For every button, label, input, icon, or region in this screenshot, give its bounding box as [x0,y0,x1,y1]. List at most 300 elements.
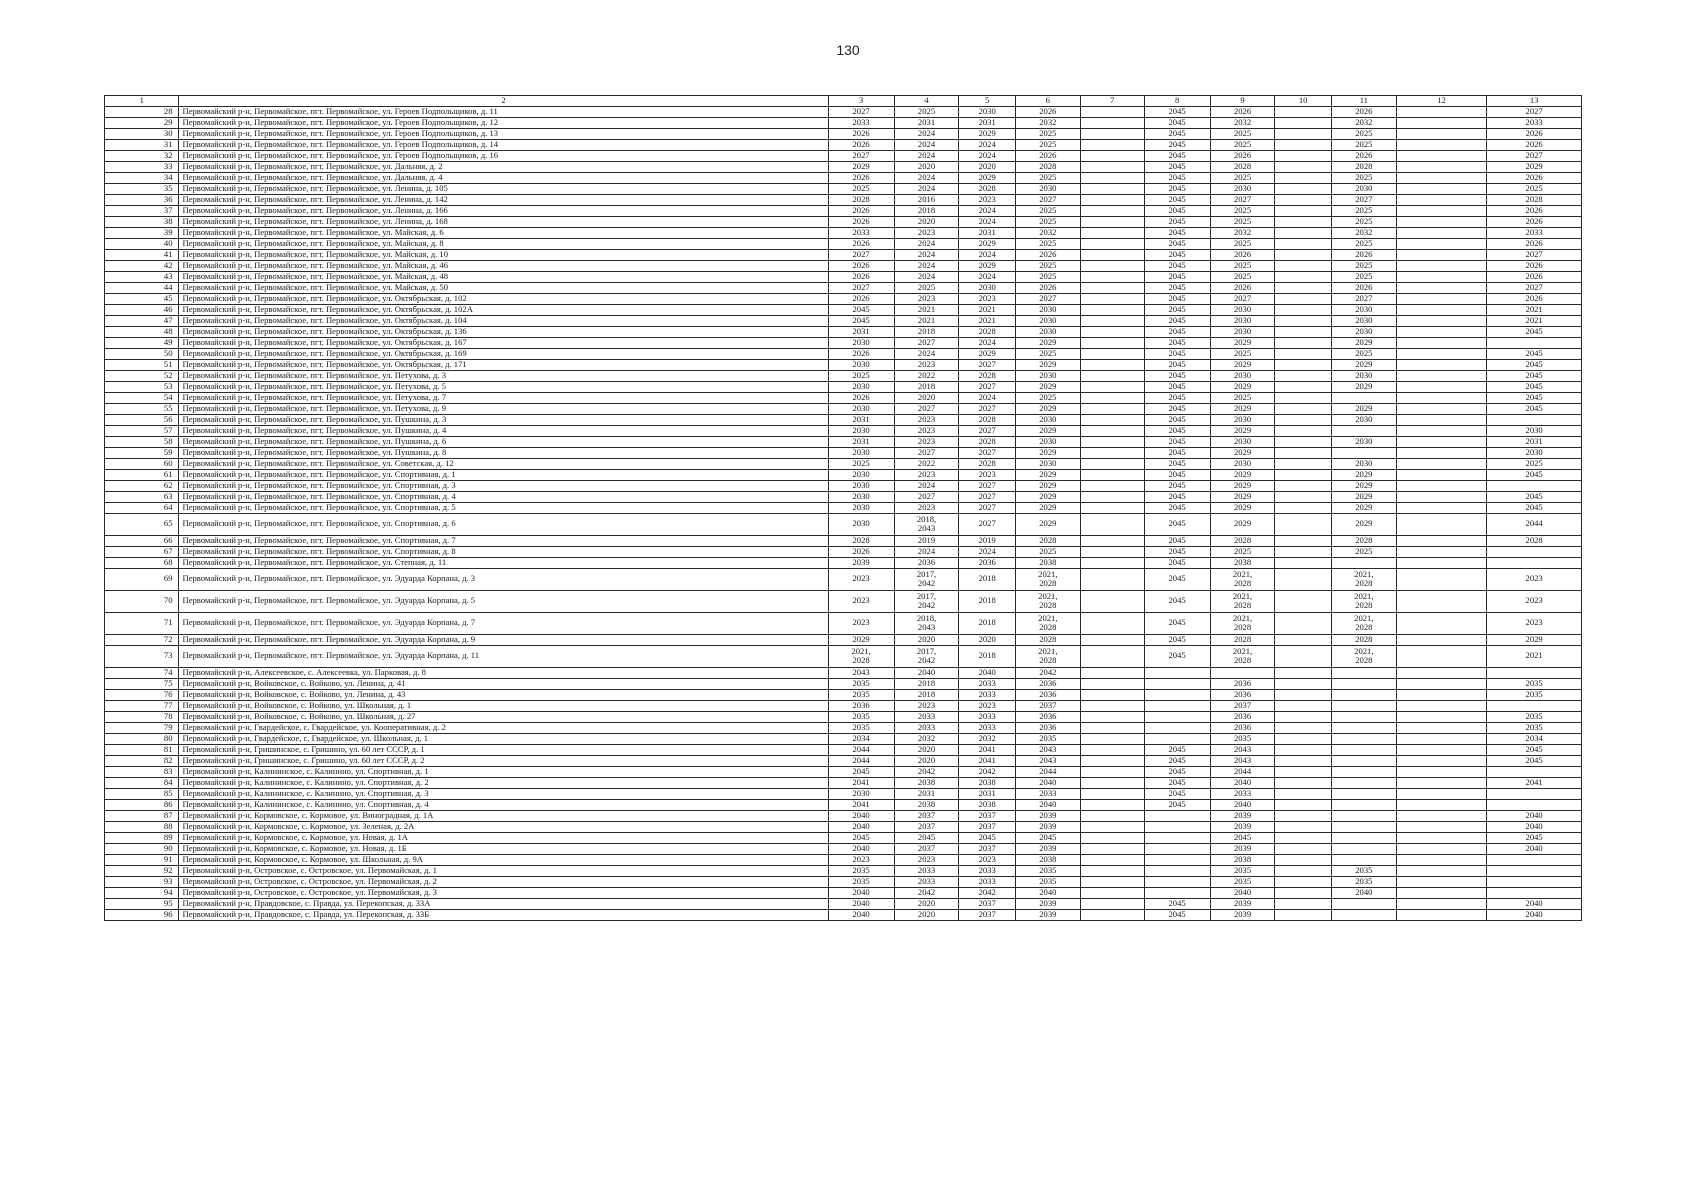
year-cell-11: 2025 [1331,139,1396,150]
year-cell-3: 2027 [828,106,894,117]
year-cell-5: 2037 [959,898,1015,909]
row-number-cell: 85 [105,788,179,799]
year-cell-6: 2025 [1015,139,1080,150]
year-cell-7 [1080,414,1144,425]
year-cell-4: 2024 [894,348,959,359]
year-cell-11 [1331,898,1396,909]
address-cell: Первомайский р-н, Первомайское, пгт. Первомайское, ул. Советская, д. 12 [179,458,828,469]
year-cell-11: 2029 [1331,480,1396,491]
year-cell-4: 2038 [894,799,959,810]
year-cell-7 [1080,568,1144,590]
year-cell-9: 2028 [1210,634,1275,645]
year-cell-5: 2042 [959,766,1015,777]
year-cell-8: 2045 [1144,403,1210,414]
row-number-cell: 56 [105,414,179,425]
year-cell-12 [1396,392,1486,403]
year-cell-13: 2045 [1487,491,1582,502]
row-number-cell: 62 [105,480,179,491]
year-cell-7 [1080,172,1144,183]
row-number-cell: 42 [105,260,179,271]
year-cell-8 [1144,832,1210,843]
year-cell-8 [1144,700,1210,711]
year-cell-13 [1487,480,1582,491]
row-number-cell: 71 [105,612,179,634]
year-cell-3: 2023 [828,612,894,634]
table-row [105,744,1582,755]
year-cell-4: 2020 [894,392,959,403]
year-cell-3: 2030 [828,447,894,458]
year-cell-8: 2045 [1144,227,1210,238]
year-cell-3: 2030 [828,381,894,392]
year-cell-3: 2030 [828,469,894,480]
year-cell-4: 2033 [894,722,959,733]
year-cell-13 [1487,887,1582,898]
year-cell-3: 2030 [828,513,894,535]
year-cell-11: 2028 [1331,634,1396,645]
year-cell-13: 2026 [1487,205,1582,216]
table-row [105,348,1582,359]
year-cell-5: 2041 [959,755,1015,766]
year-cell-10 [1275,304,1331,315]
year-cell-12 [1396,249,1486,260]
year-cell-3: 2026 [828,216,894,227]
year-cell-9: 2030 [1210,304,1275,315]
address-cell: Первомайский р-н, Первомайское, пгт. Первомайское, ул. Спортивная, д. 8 [179,546,828,557]
year-cell-8: 2045 [1144,106,1210,117]
year-cell-10 [1275,678,1331,689]
table-row [105,315,1582,326]
year-cell-4: 2019 [894,535,959,546]
column-header-5: 5 [959,96,1015,107]
row-number-cell: 79 [105,722,179,733]
year-cell-13: 2023 [1487,590,1582,612]
year-cell-11 [1331,821,1396,832]
year-cell-10 [1275,700,1331,711]
year-cell-3: 2030 [828,359,894,370]
year-cell-10 [1275,645,1331,667]
year-cell-5: 2024 [959,271,1015,282]
column-header-6: 6 [1015,96,1080,107]
year-cell-8 [1144,689,1210,700]
year-cell-13: 2045 [1487,403,1582,414]
row-number-cell: 33 [105,161,179,172]
year-cell-13: 2028 [1487,194,1582,205]
year-cell-8: 2045 [1144,436,1210,447]
year-cell-10 [1275,557,1331,568]
year-cell-13 [1487,876,1582,887]
table-row [105,425,1582,436]
year-cell-9: 2039 [1210,810,1275,821]
year-cell-12 [1396,887,1486,898]
year-cell-13: 2031 [1487,436,1582,447]
address-cell: Первомайский р-н, Первомайское, пгт. Первомайское, ул. Пушкина, д. 6 [179,436,828,447]
year-cell-12 [1396,590,1486,612]
year-cell-4: 2017, 2042 [894,590,959,612]
year-cell-8: 2045 [1144,370,1210,381]
year-cell-3: 2031 [828,326,894,337]
address-cell: Первомайский р-н, Калининское, с. Калинино, ул. Спортивная, д. 3 [179,788,828,799]
year-cell-12 [1396,348,1486,359]
year-cell-6: 2039 [1015,843,1080,854]
address-cell: Первомайский р-н, Гвардейское, с. Гвардейское, ул. Школьная, д. 1 [179,733,828,744]
table-row [105,150,1582,161]
year-cell-4: 2031 [894,117,959,128]
year-cell-6: 2028 [1015,535,1080,546]
year-cell-6: 2032 [1015,117,1080,128]
address-cell: Первомайский р-н, Первомайское, пгт. Первомайское, ул. Петухова, д. 7 [179,392,828,403]
year-cell-8: 2045 [1144,216,1210,227]
table-row [105,271,1582,282]
address-cell: Первомайский р-н, Первомайское, пгт. Первомайское, ул. Спортивная, д. 7 [179,535,828,546]
year-cell-10 [1275,843,1331,854]
year-cell-6: 2025 [1015,205,1080,216]
year-cell-3: 2040 [828,909,894,920]
year-cell-7 [1080,458,1144,469]
year-cell-4: 2018 [894,205,959,216]
year-cell-10 [1275,227,1331,238]
year-cell-4: 2040 [894,667,959,678]
year-cell-9: 2039 [1210,909,1275,920]
year-cell-11: 2029 [1331,337,1396,348]
year-cell-3: 2041 [828,777,894,788]
year-cell-7 [1080,436,1144,447]
year-cell-6: 2036 [1015,711,1080,722]
year-cell-8: 2045 [1144,766,1210,777]
year-cell-12 [1396,832,1486,843]
table-row [105,810,1582,821]
year-cell-9: 2026 [1210,249,1275,260]
year-cell-9: 2025 [1210,546,1275,557]
year-cell-7 [1080,667,1144,678]
year-cell-5: 2027 [959,513,1015,535]
year-cell-4: 2023 [894,854,959,865]
column-header-1: 1 [105,96,179,107]
year-cell-10 [1275,568,1331,590]
year-cell-6: 2029 [1015,469,1080,480]
table-row [105,414,1582,425]
year-cell-8: 2045 [1144,128,1210,139]
year-cell-11: 2032 [1331,227,1396,238]
year-cell-4: 2016 [894,194,959,205]
year-cell-6: 2029 [1015,480,1080,491]
year-cell-9: 2025 [1210,216,1275,227]
year-cell-13: 2028 [1487,535,1582,546]
year-cell-4: 2020 [894,909,959,920]
year-cell-6: 2021, 2028 [1015,612,1080,634]
year-cell-4: 2023 [894,436,959,447]
row-number-cell: 75 [105,678,179,689]
address-cell: Первомайский р-н, Первомайское, пгт. Первомайское, ул. Героев Подпольщиков, д. 16 [179,150,828,161]
year-cell-10 [1275,909,1331,920]
year-cell-3: 2026 [828,172,894,183]
year-cell-11: 2027 [1331,194,1396,205]
address-cell: Первомайский р-н, Первомайское, пгт. Первомайское, ул. Майская, д. 10 [179,249,828,260]
address-cell: Первомайский р-н, Первомайское, пгт. Первомайское, ул. Героев Подпольщиков, д. 12 [179,117,828,128]
row-number-cell: 96 [105,909,179,920]
year-cell-10 [1275,458,1331,469]
year-cell-11: 2029 [1331,359,1396,370]
year-cell-11 [1331,425,1396,436]
year-cell-7 [1080,799,1144,810]
year-cell-3: 2031 [828,414,894,425]
year-cell-4: 2024 [894,238,959,249]
row-number-cell: 64 [105,502,179,513]
table-row [105,194,1582,205]
year-cell-8: 2045 [1144,293,1210,304]
row-number-cell: 43 [105,271,179,282]
year-cell-8: 2045 [1144,392,1210,403]
year-cell-4: 2024 [894,139,959,150]
year-cell-5: 2020 [959,634,1015,645]
row-number-cell: 83 [105,766,179,777]
year-cell-5: 2023 [959,194,1015,205]
year-cell-10 [1275,271,1331,282]
year-cell-13 [1487,557,1582,568]
year-cell-8 [1144,887,1210,898]
year-cell-4: 2045 [894,832,959,843]
row-number-cell: 48 [105,326,179,337]
year-cell-7 [1080,205,1144,216]
year-cell-4: 2025 [894,282,959,293]
address-cell: Первомайский р-н, Первомайское, пгт. Первомайское, ул. Ленина, д. 166 [179,205,828,216]
year-cell-12 [1396,546,1486,557]
year-cell-12 [1396,172,1486,183]
year-cell-10 [1275,513,1331,535]
year-cell-13: 2035 [1487,711,1582,722]
year-cell-8: 2045 [1144,348,1210,359]
table-row [105,282,1582,293]
year-cell-12 [1396,227,1486,238]
year-cell-11: 2026 [1331,106,1396,117]
year-cell-12 [1396,326,1486,337]
year-cell-8 [1144,711,1210,722]
table-row [105,766,1582,777]
year-cell-12 [1396,491,1486,502]
year-cell-7 [1080,832,1144,843]
address-cell: Первомайский р-н, Первомайское, пгт. Первомайское, ул. Октябрьская, д. 169 [179,348,828,359]
year-cell-11 [1331,722,1396,733]
year-cell-13: 2040 [1487,810,1582,821]
year-cell-7 [1080,821,1144,832]
row-number-cell: 65 [105,513,179,535]
year-cell-7 [1080,227,1144,238]
year-cell-7 [1080,700,1144,711]
year-cell-5: 2029 [959,128,1015,139]
year-cell-7 [1080,128,1144,139]
year-cell-4: 2024 [894,260,959,271]
year-cell-10 [1275,744,1331,755]
year-cell-11: 2025 [1331,238,1396,249]
year-cell-12 [1396,513,1486,535]
table-row [105,359,1582,370]
year-cell-3: 2045 [828,315,894,326]
year-cell-5: 2033 [959,876,1015,887]
table-row [105,898,1582,909]
year-cell-10 [1275,326,1331,337]
year-cell-5: 2037 [959,821,1015,832]
year-cell-7 [1080,876,1144,887]
year-cell-10 [1275,502,1331,513]
row-number-cell: 68 [105,557,179,568]
year-cell-7 [1080,326,1144,337]
year-cell-9: 2029 [1210,359,1275,370]
year-cell-6: 2030 [1015,315,1080,326]
year-cell-11 [1331,854,1396,865]
year-cell-11 [1331,689,1396,700]
year-cell-9: 2039 [1210,843,1275,854]
year-cell-11: 2025 [1331,271,1396,282]
year-cell-12 [1396,293,1486,304]
year-cell-9: 2027 [1210,194,1275,205]
year-cell-13: 2027 [1487,282,1582,293]
year-cell-10 [1275,821,1331,832]
address-cell: Первомайский р-н, Первомайское, пгт. Первомайское, ул. Петухова, д. 5 [179,381,828,392]
year-cell-10 [1275,370,1331,381]
address-cell: Первомайский р-н, Первомайское, пгт. Первомайское, ул. Эдуарда Корпана, д. 7 [179,612,828,634]
year-cell-11 [1331,447,1396,458]
year-cell-13: 2035 [1487,722,1582,733]
year-cell-6: 2029 [1015,337,1080,348]
year-cell-7 [1080,513,1144,535]
year-cell-7 [1080,337,1144,348]
year-cell-9: 2029 [1210,491,1275,502]
table-row [105,370,1582,381]
year-cell-12 [1396,788,1486,799]
year-cell-3: 2025 [828,370,894,381]
year-cell-12 [1396,106,1486,117]
year-cell-6: 2040 [1015,887,1080,898]
row-number-cell: 35 [105,183,179,194]
year-cell-3: 2030 [828,480,894,491]
year-cell-5: 2033 [959,711,1015,722]
year-cell-8: 2045 [1144,612,1210,634]
year-cell-4: 2033 [894,876,959,887]
year-cell-7 [1080,282,1144,293]
year-cell-8: 2045 [1144,326,1210,337]
year-cell-4: 2022 [894,458,959,469]
year-cell-3: 2027 [828,150,894,161]
year-cell-3: 2035 [828,689,894,700]
year-cell-9: 2028 [1210,161,1275,172]
row-number-cell: 50 [105,348,179,359]
year-cell-3: 2030 [828,502,894,513]
year-cell-12 [1396,260,1486,271]
table-row [105,172,1582,183]
year-cell-13: 2021 [1487,645,1582,667]
year-cell-5: 2030 [959,282,1015,293]
year-cell-7 [1080,249,1144,260]
row-number-cell: 52 [105,370,179,381]
year-cell-9: 2039 [1210,821,1275,832]
year-cell-4: 2033 [894,711,959,722]
year-cell-13: 2035 [1487,678,1582,689]
year-cell-11: 2030 [1331,414,1396,425]
row-number-cell: 28 [105,106,179,117]
year-cell-13: 2027 [1487,249,1582,260]
table-row [105,722,1582,733]
address-cell: Первомайский р-н, Калининское, с. Калинино, ул. Спортивная, д. 2 [179,777,828,788]
address-cell: Первомайский р-н, Первомайское, пгт. Первомайское, ул. Майская, д. 46 [179,260,828,271]
year-cell-12 [1396,700,1486,711]
year-cell-10 [1275,293,1331,304]
year-cell-12 [1396,381,1486,392]
table-row [105,678,1582,689]
year-cell-13: 2025 [1487,458,1582,469]
year-cell-6: 2025 [1015,546,1080,557]
year-cell-3: 2035 [828,711,894,722]
year-cell-4: 2037 [894,821,959,832]
year-cell-7 [1080,557,1144,568]
housing-schedule-table [104,95,1582,921]
year-cell-5: 2045 [959,832,1015,843]
year-cell-5: 2024 [959,337,1015,348]
year-cell-3: 2035 [828,678,894,689]
year-cell-4: 2024 [894,546,959,557]
year-cell-3: 2025 [828,458,894,469]
year-cell-8: 2045 [1144,304,1210,315]
year-cell-11: 2030 [1331,183,1396,194]
year-cell-13: 2026 [1487,172,1582,183]
year-cell-8: 2045 [1144,249,1210,260]
year-cell-9 [1210,667,1275,678]
year-cell-10 [1275,590,1331,612]
year-cell-9: 2029 [1210,502,1275,513]
year-cell-9: 2026 [1210,282,1275,293]
year-cell-8 [1144,810,1210,821]
year-cell-5: 2024 [959,216,1015,227]
year-cell-10 [1275,117,1331,128]
year-cell-13: 2034 [1487,733,1582,744]
year-cell-3: 2029 [828,161,894,172]
year-cell-12 [1396,469,1486,480]
year-cell-10 [1275,392,1331,403]
row-number-cell: 74 [105,667,179,678]
year-cell-6: 2030 [1015,370,1080,381]
year-cell-6: 2038 [1015,854,1080,865]
year-cell-3: 2029 [828,634,894,645]
year-cell-10 [1275,172,1331,183]
year-cell-4: 2023 [894,414,959,425]
year-cell-11 [1331,557,1396,568]
address-cell: Первомайский р-н, Первомайское, пгт. Первомайское, ул. Пушкина, д. 4 [179,425,828,436]
year-cell-6: 2026 [1015,249,1080,260]
table-row [105,645,1582,667]
year-cell-5: 2038 [959,799,1015,810]
year-cell-7 [1080,645,1144,667]
year-cell-13: 2026 [1487,260,1582,271]
year-cell-13 [1487,337,1582,348]
year-cell-9: 2029 [1210,469,1275,480]
address-cell: Первомайский р-н, Первомайское, пгт. Первомайское, ул. Спортивная, д. 3 [179,480,828,491]
year-cell-9: 2032 [1210,227,1275,238]
table-row [105,249,1582,260]
year-cell-4: 2024 [894,480,959,491]
year-cell-9: 2026 [1210,106,1275,117]
year-cell-6: 2026 [1015,106,1080,117]
year-cell-7 [1080,447,1144,458]
year-cell-8: 2045 [1144,271,1210,282]
year-cell-6: 2038 [1015,557,1080,568]
year-cell-6: 2030 [1015,414,1080,425]
row-number-cell: 91 [105,854,179,865]
year-cell-7 [1080,359,1144,370]
row-number-cell: 69 [105,568,179,590]
year-cell-8: 2045 [1144,788,1210,799]
year-cell-9: 2021, 2028 [1210,568,1275,590]
year-cell-12 [1396,117,1486,128]
year-cell-4: 2024 [894,172,959,183]
year-cell-3: 2027 [828,282,894,293]
